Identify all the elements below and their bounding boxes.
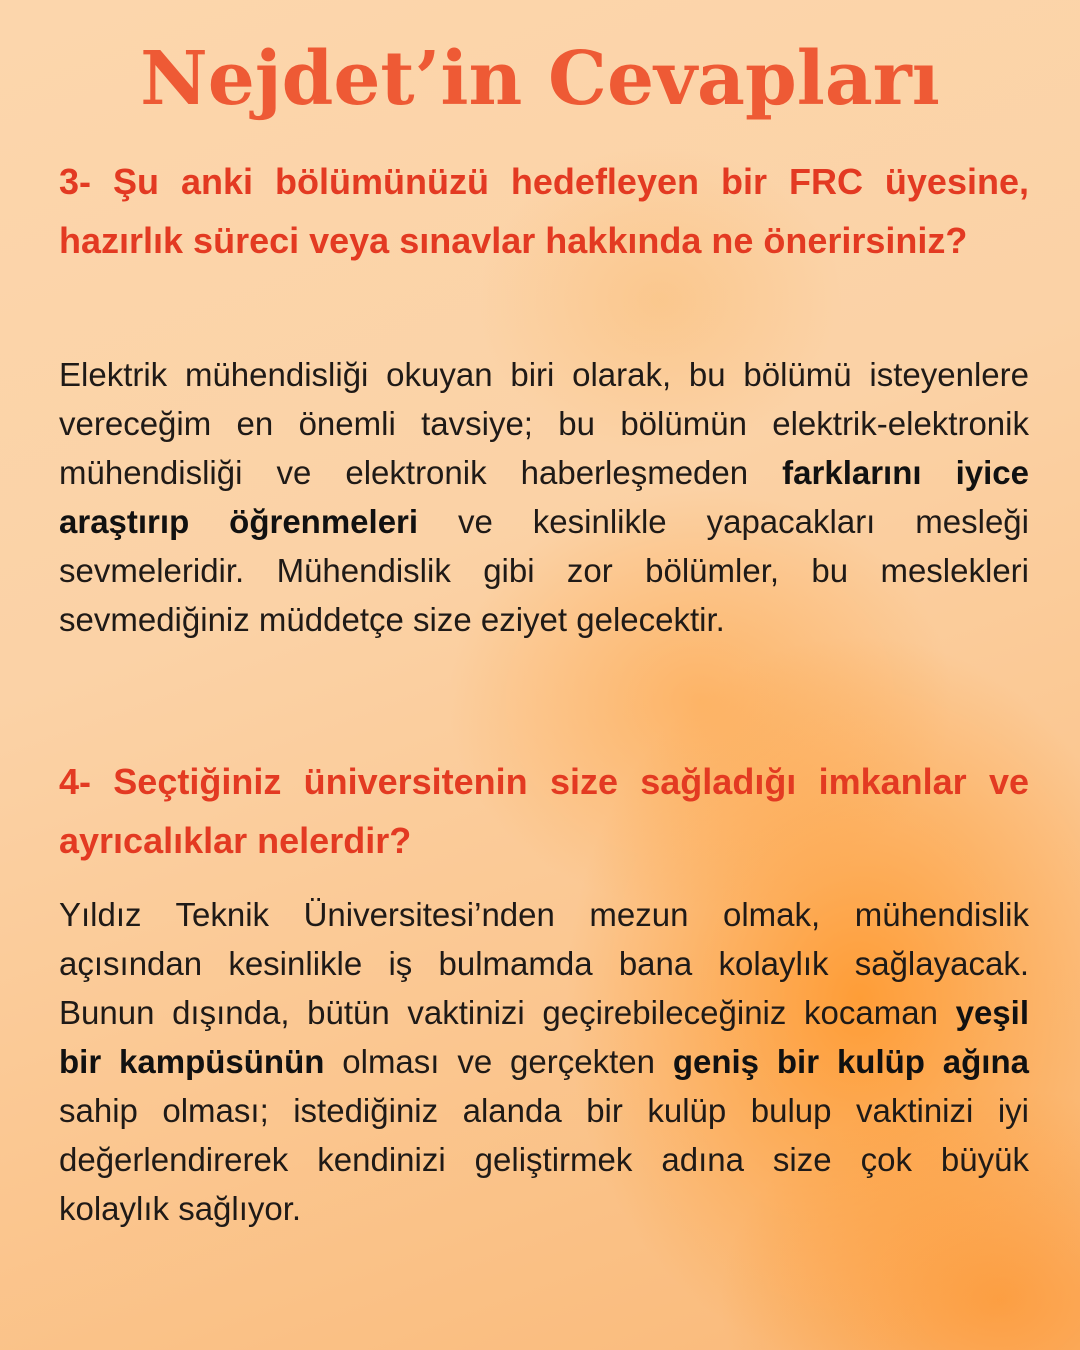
answer-3: [59, 350, 1029, 644]
answer-4-highlight-2: geniş bir kulüp ağına: [672, 1043, 1029, 1080]
answer-3-highlight-1: farklarını iyice araştırıp öğrenmeleri: [59, 454, 1029, 540]
answer-4-text-2: olması ve gerçekten: [324, 1043, 673, 1080]
answer-4-highlight-1: yeşil bir kampüsünün: [59, 994, 1029, 1080]
answer-4: [59, 890, 1029, 1233]
answer-3-text-1: Elektrik mühendisliği okuyan biri olarak, bu bölümü isteyenlere vereceğim en önemli tavsiye; bu bölümün elektrik-elektronik mühendisliği ve elektronik haberleşmeden: [59, 356, 1029, 491]
question-4: 4- Seçtiğiniz üniversitenin size sağladığı imkanlar ve ayrıcalıklar nelerdir?: [59, 761, 1029, 861]
answer-4-text-3: sahip olması; istediğiniz alanda bir kulüp bulup vaktinizi iyi değerlendirerek kendinizi geliştirmek adına size çok büyük kolaylık sağlıyor.: [59, 1092, 1029, 1227]
answer-3-text-2: ve kesinlikle yapacakları mesleği sevmeleridir. Mühendislik gibi zor bölümler, bu meslekleri sevmediğiniz müddetçe size eziyet gelecektir.: [59, 503, 1029, 638]
question-3: 3- Şu anki bölümünüzü hedefleyen bir FRC üyesine, hazırlık süreci veya sınavlar hakkında ne önerirsiniz?: [59, 161, 1029, 261]
page-title: Nejdet’in Cevapları: [140, 36, 940, 122]
answer-4-text-1: Yıldız Teknik Üniversitesi’nden mezun olmak, mühendislik açısından kesinlikle iş bulmamda bana kolaylık sağlayacak. Bunun dışında, bütün vaktinizi geçirebileceğiniz kocaman: [59, 896, 1029, 1031]
